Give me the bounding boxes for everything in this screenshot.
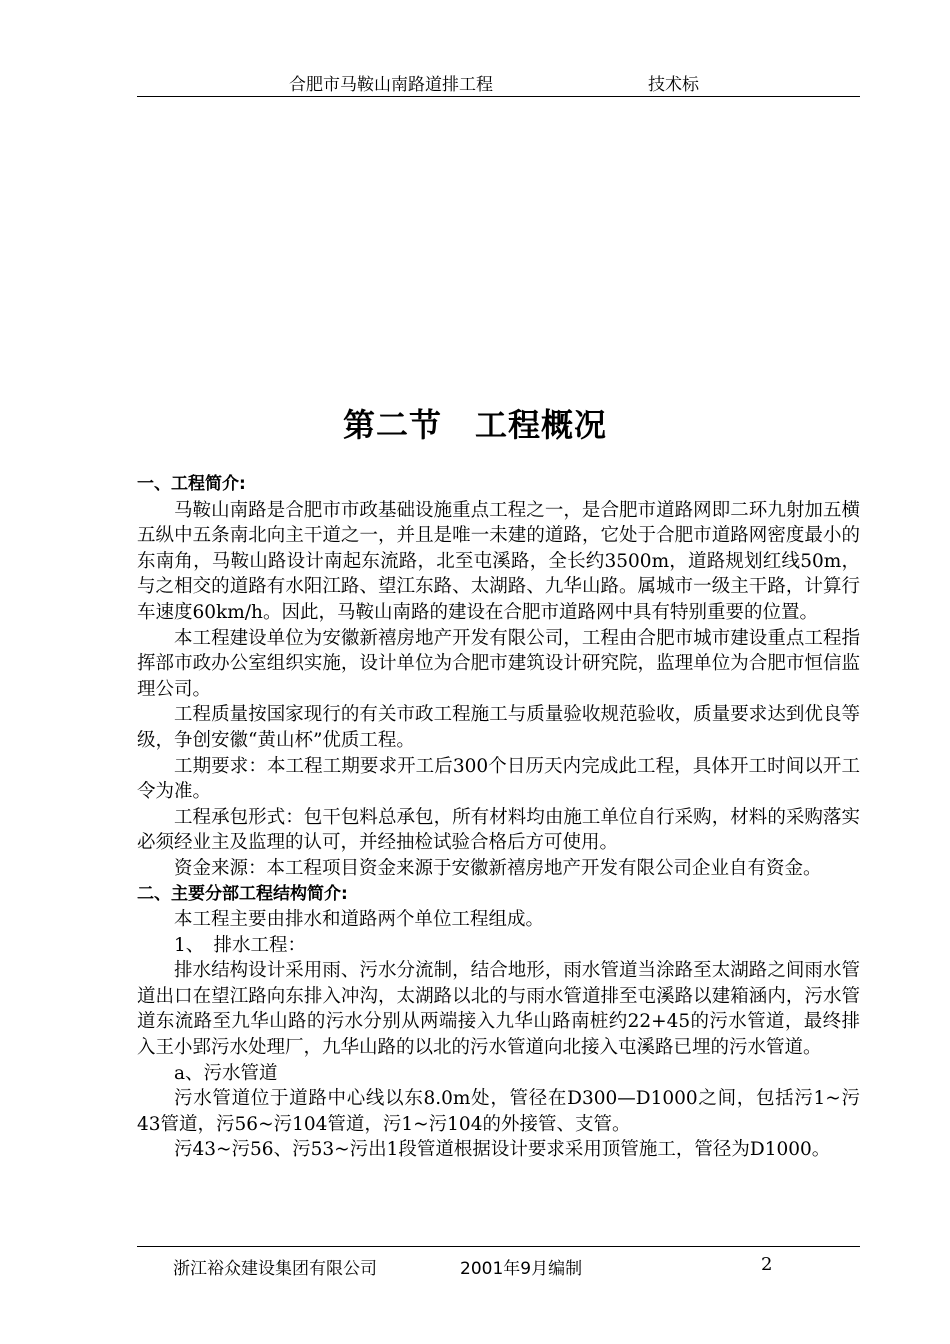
header-project-name: 合肥市马鞍山南路道排工程 [289,75,493,95]
paragraph: 污43~污56、污53~污出1段管道根据设计要求采用顶管施工，管径为D1000。 [174,1139,831,1161]
paragraph: 马鞍山南路是合肥市市政基础设施重点工程之一，是合肥市道路网即二环九射加五横五纵中五条南北向主干道之一，并且是唯一未建的道路，它处于合肥市道路网密度最小的东南角，马鞍山路设计南起东流路，北至屯溪路，全长约3500m，道路规划红线50m，与之相交的道路有水阳江路、望江东路、太湖路、九华山路。属城市一级主干路，计算行车速度60km/h。因此，马鞍山南路的建设在合肥市道路网中具有特别重要的位置。 [137,499,860,623]
header-doc-type: 技术标 [648,75,699,95]
paragraph: 污水管道位于道路中心线以东8.0m处，管径在D300—D1000之间，包括污1~污43管道，污56~污104管道，污1~污104的外接管、支管。 [137,1088,860,1135]
paragraph: 工期要求：本工程工期要求开工后300个日历天内完成此工程，具体开工时间以开工令为准。 [137,755,860,803]
subheading-sewage-pipe: a、污水管道 [174,1062,278,1084]
subheading-drainage: 1、 排水工程： [174,934,307,956]
paragraph: 工程质量按国家现行的有关市政工程施工与质量验收规范验收，质量要求达到优良等级，争创安徽“黄山杯”优质工程。 [137,704,860,751]
page-number: 2 [761,1254,773,1275]
footer-company: 浙江裕众建设集团有限公司 [173,1259,377,1279]
footer-date: 2001年9月编制 [460,1259,583,1279]
page-footer [137,1246,860,1277]
section-heading-overview: 一、工程简介: [137,474,246,494]
paragraph: 本工程建设单位为安徽新禧房地产开发有限公司，工程由合肥市城市建设重点工程指挥部市政办公室组织实施，设计单位为合肥市建筑设计研究院，监理单位为合肥市恒信监理公司。 [137,627,860,700]
document-body [137,472,860,1163]
section-title: 第二节 工程概况 [342,406,607,444]
page-header [137,64,860,97]
paragraph: 排水结构设计采用雨、污水分流制，结合地形，雨水管道当涂路至太湖路之间雨水管道出口在望江路向东排入冲沟，太湖路以北的与雨水管道排至屯溪路以建箱涵内，污水管道东流路至九华山路的污水分别从两端接入九华山路南桩约22+45的污水管道，最终排入王小郢污水处理厂，九华山路的以北的污水管道向北接入屯溪路已埋的污水管道。 [137,960,860,1059]
paragraph: 本工程主要由排水和道路两个单位工程组成。 [174,909,545,931]
paragraph: 资金来源：本工程项目资金来源于安徽新禧房地产开发有限公司企业自有资金。 [174,857,822,879]
section-heading-structure: 二、主要分部工程结构简介: [137,883,348,904]
paragraph: 工程承包形式：包干包料总承包，所有材料均由施工单位自行采购，材料的采购落实必须经业主及监理的认可，并经抽检试验合格后方可使用。 [137,806,860,854]
